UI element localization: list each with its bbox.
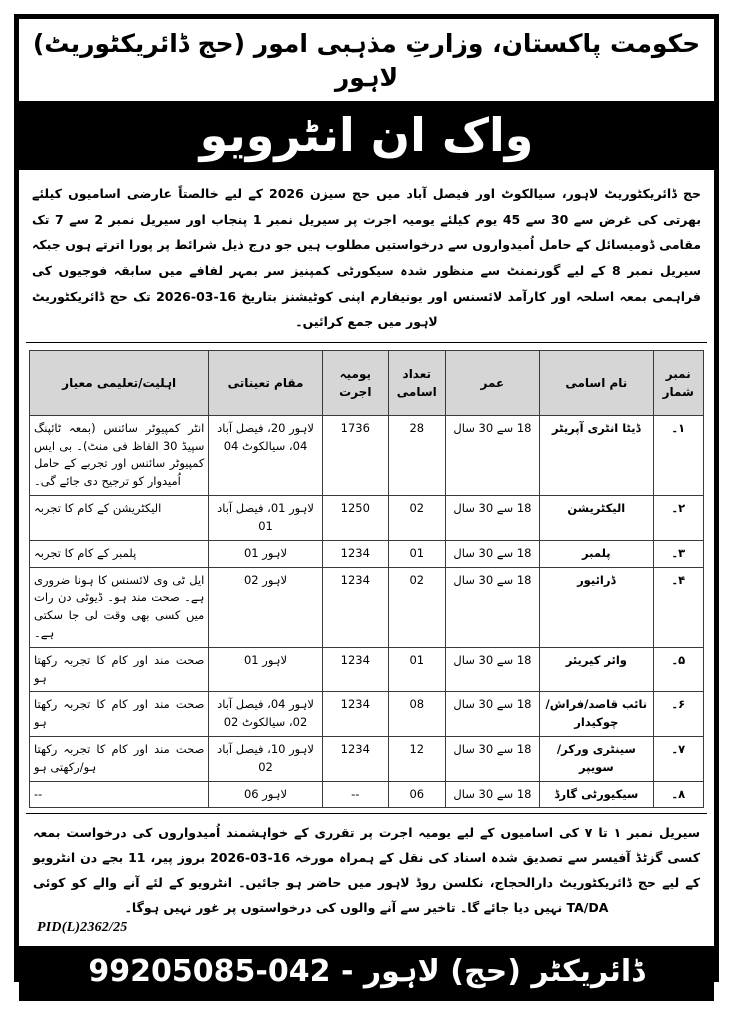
cell-post-name: ڈیٹا انٹری آپریٹر <box>540 415 653 495</box>
cell-wage: 1234 <box>322 737 388 782</box>
cell-post-name: ڈرائیور <box>540 567 653 647</box>
table-row <box>30 540 704 567</box>
column-header-serial-line1: نمبر <box>665 366 691 381</box>
cell-place: لاہور 06 <box>209 781 322 808</box>
intro-paragraph: حج ڈائریکٹوریٹ لاہور، سیالکوٹ اور فیصل آباد میں حج سیزن 2026 کے لیے خالصتاً عارضی اسامیوں کیلئے بھرتی کی غرض سے 30 سے 45 یوم کیلئے یومیہ اجرت پر سیریل نمبر 1 پنجاب اور سیریل نمبر 2 سے 7 تک مقامی ڈومیسائل کے حامل اُمیدواروں سے درخواستیں مطلوب ہیں جو درج ذیل شرائط پر پورا اترتے ہوں جبکہ سیریل نمبر 8 کے لیے گورنمنٹ سے منظور شدہ سیکورٹی کمپنیز سر بمہر لفافے میں سابقہ فوجیوں کی فراہمی بمعہ اسلحہ اور کارآمد لائسنس اور یونیفارم اپنی کوٹیشنز بتاریخ 16-03-2026 تک حج ڈائریکٹوریٹ لاہور میں جمع کرائیں۔ <box>32 186 702 330</box>
contact-bar <box>19 946 714 1001</box>
cell-count: 02 <box>388 567 445 647</box>
jobs-table <box>29 350 704 809</box>
column-header-age: عمر <box>445 350 539 415</box>
pid-row <box>33 920 700 940</box>
contact-line: ڈائریکٹر (حج) لاہور - 042-99205085 <box>88 954 645 990</box>
column-header-post-name: نام اسامی <box>540 350 653 415</box>
footer-note-section <box>26 813 707 942</box>
column-header-wage-line1: یومیہ <box>339 366 371 381</box>
column-header-count-line2: اسامی <box>396 384 437 399</box>
cell-eligibility: انٹر کمپیوٹر سائنس (بمعہ ٹائپنگ سپیڈ 30 الفاظ فی منٹ)۔ بی ایس کمپیوٹر سائنس اور تجربے کے حامل اُمیدوار کو ترجیح دی جائے گی۔ <box>30 415 209 495</box>
cell-post-name: وائر کیریئر <box>540 647 653 692</box>
cell-wage: 1234 <box>322 540 388 567</box>
cell-post-name: پلمبر <box>540 540 653 567</box>
column-header-count <box>388 350 445 415</box>
cell-eligibility: الیکٹریشن کے کام کا تجربہ <box>30 496 209 541</box>
table-row <box>30 496 704 541</box>
banner <box>19 104 714 171</box>
cell-eligibility: صحت مند اور کام کا تجربہ رکھتا ہو/رکھتی ہو <box>30 737 209 782</box>
cell-wage: -- <box>322 781 388 808</box>
intro-section <box>26 176 707 343</box>
footer-note-paragraph: سیریل نمبر ۱ تا ۷ کی اسامیوں کے لیے یومیہ اجرت پر تقرری کے خواہشمند اُمیدواروں کی درخواست بمعہ کسی گزٹڈ آفیسر سے تصدیق شدہ اسناد کی نقل کے ہمراہ مورخہ 16-03-2026 بروز پیر، 11 بجے دن انٹرویو کے لیے حج ڈائریکٹوریٹ دارالحجاج، نکلسن روڈ لاہور میں حاضر ہو جائیں۔ انٹرویو کے لئے آنے والے کو کوئی TA/DA نہیں دیا جائے گا۔ تاخیر سے آنے والوں کی درخواستوں پر غور نہیں ہوگا۔ <box>33 825 701 916</box>
column-header-place: مقام تعیناتی <box>209 350 322 415</box>
cell-serial: ۱۔ <box>653 415 704 495</box>
table-row <box>30 567 704 647</box>
column-header-wage-line2: اجرت <box>339 384 372 399</box>
jobs-table-head <box>30 350 704 415</box>
cell-serial: ۲۔ <box>653 496 704 541</box>
table-header-row <box>30 350 704 415</box>
cell-serial: ۸۔ <box>653 781 704 808</box>
cell-post-name: سینٹری ورکر/سویپر <box>540 737 653 782</box>
cell-post-name: الیکٹریشن <box>540 496 653 541</box>
cell-age: 18 سے 30 سال <box>445 647 539 692</box>
cell-age: 18 سے 30 سال <box>445 540 539 567</box>
cell-place: لاہور 01 <box>209 647 322 692</box>
column-header-wage <box>322 350 388 415</box>
cell-serial: ۳۔ <box>653 540 704 567</box>
jobs-table-wrap <box>26 343 707 814</box>
cell-post-name: نائب قاصد/فراش/ چوکیدار <box>540 692 653 737</box>
cell-count: 01 <box>388 540 445 567</box>
pid-number: PID(L)2362/25 <box>37 920 128 936</box>
cell-wage: 1736 <box>322 415 388 495</box>
cell-place: لاہور 10، فیصل آباد 02 <box>209 737 322 782</box>
advertisement-body <box>19 170 714 946</box>
cell-count: 01 <box>388 647 445 692</box>
cell-age: 18 سے 30 سال <box>445 737 539 782</box>
table-row <box>30 415 704 495</box>
cell-place: لاہور 02 <box>209 567 322 647</box>
cell-eligibility: صحت مند اور کام کا تجربہ رکھتا ہو <box>30 692 209 737</box>
cell-count: 08 <box>388 692 445 737</box>
cell-wage: 1234 <box>322 567 388 647</box>
column-header-serial <box>653 350 704 415</box>
cell-count: 28 <box>388 415 445 495</box>
cell-serial: ۵۔ <box>653 647 704 692</box>
cell-wage: 1234 <box>322 692 388 737</box>
column-header-eligibility: اہلیت/تعلیمی معیار <box>30 350 209 415</box>
cell-count: 02 <box>388 496 445 541</box>
column-header-count-line1: تعداد <box>402 366 432 381</box>
cell-post-name: سیکیورٹی گارڈ <box>540 781 653 808</box>
cell-eligibility: پلمبر کے کام کا تجربہ <box>30 540 209 567</box>
cell-eligibility: -- <box>30 781 209 808</box>
organization-title: حکومت پاکستان، وزارتِ مذہبی امور (حج ڈائریکٹوریٹ) لاہور <box>32 29 701 92</box>
cell-place: لاہور 04، فیصل آباد 02، سیالکوٹ 02 <box>209 692 322 737</box>
cell-count: 12 <box>388 737 445 782</box>
table-row <box>30 781 704 808</box>
cell-serial: ۴۔ <box>653 567 704 647</box>
cell-eligibility: صحت مند اور کام کا تجربہ رکھتا ہو <box>30 647 209 692</box>
column-header-serial-line2: شمار <box>662 384 694 399</box>
cell-place: لاہور 20، فیصل آباد 04، سیالکوٹ 04 <box>209 415 322 495</box>
cell-age: 18 سے 30 سال <box>445 692 539 737</box>
table-row <box>30 737 704 782</box>
advertisement-frame <box>14 14 719 990</box>
cell-eligibility: ایل ٹی وی لائسنس کا ہونا ضروری ہے۔ صحت مند ہو۔ ڈیوٹی دن رات میں کسی بھی وقت لی جا سکتی ہے۔ <box>30 567 209 647</box>
cell-age: 18 سے 30 سال <box>445 781 539 808</box>
cell-wage: 1250 <box>322 496 388 541</box>
cell-count: 06 <box>388 781 445 808</box>
cell-age: 18 سے 30 سال <box>445 496 539 541</box>
masthead <box>19 19 714 104</box>
table-row <box>30 692 704 737</box>
cell-age: 18 سے 30 سال <box>445 415 539 495</box>
cell-place: لاہور 01 <box>209 540 322 567</box>
cell-age: 18 سے 30 سال <box>445 567 539 647</box>
table-row <box>30 647 704 692</box>
cell-serial: ۶۔ <box>653 692 704 737</box>
banner-title: واک ان انٹرویو <box>199 107 534 162</box>
cell-wage: 1234 <box>322 647 388 692</box>
jobs-table-body <box>30 415 704 808</box>
cell-place: لاہور 01، فیصل آباد 01 <box>209 496 322 541</box>
cell-serial: ۷۔ <box>653 737 704 782</box>
